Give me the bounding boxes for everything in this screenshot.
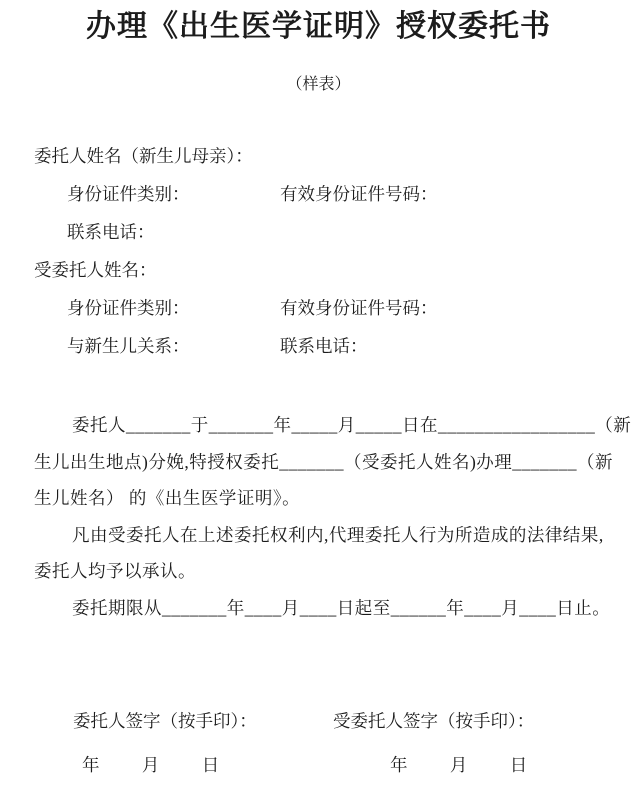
body-line: 委托人_______于_______年_____月_____日在_________________（新 bbox=[72, 415, 632, 435]
body-paragraphs bbox=[0, 407, 637, 626]
agent-signature-label: 受委托人签字（按手印）： bbox=[333, 711, 535, 731]
principal-id-number-label: 有效身份证件号码： bbox=[280, 184, 438, 204]
principal-id-row bbox=[0, 175, 637, 213]
body-line: 生儿出生地点)分娩,特授权委托_______（受委托人姓名)办理_______（新 bbox=[34, 451, 614, 472]
agent-name-row bbox=[0, 251, 637, 289]
body-line: 生儿姓名） 的《出生医学证明》。 bbox=[34, 488, 301, 508]
signature-dates-row bbox=[0, 746, 637, 784]
principal-phone-row bbox=[0, 213, 637, 251]
fields-section bbox=[0, 137, 637, 365]
document-title: 办理《出生医学证明》授权委托书 bbox=[86, 10, 551, 43]
agent-date-blanks: 年 月 日 bbox=[390, 755, 528, 775]
principal-id-type-label: 身份证件类别： bbox=[67, 184, 190, 204]
agent-id-row bbox=[0, 289, 637, 327]
document-subtitle: （样表） bbox=[286, 76, 351, 93]
agent-name-label: 受委托人姓名： bbox=[34, 260, 157, 280]
agent-relation-label: 与新生儿关系： bbox=[67, 336, 190, 356]
body-line: 委托期限从_______年____月____日起至______年____月____日止。 bbox=[72, 597, 611, 618]
principal-name-row bbox=[0, 137, 637, 175]
principal-date-blanks: 年 月 日 bbox=[82, 755, 220, 775]
body-line: 凡由受委托人在上述委托权利内,代理委托人行为所造成的法律结果, bbox=[72, 524, 604, 545]
body-line: 委托人均予以承认。 bbox=[34, 561, 196, 581]
agent-id-type-label: 身份证件类别： bbox=[67, 298, 190, 318]
agent-phone-label: 联系电话： bbox=[280, 336, 368, 356]
signature-section bbox=[0, 702, 637, 784]
principal-phone-label: 联系电话： bbox=[67, 222, 155, 242]
agent-relation-row bbox=[0, 327, 637, 365]
principal-name-label: 委托人姓名（新生儿母亲）： bbox=[34, 146, 253, 166]
agent-id-number-label: 有效身份证件号码： bbox=[280, 298, 438, 318]
signature-labels-row bbox=[0, 702, 637, 740]
principal-signature-label: 委托人签字（按手印）： bbox=[73, 711, 257, 731]
